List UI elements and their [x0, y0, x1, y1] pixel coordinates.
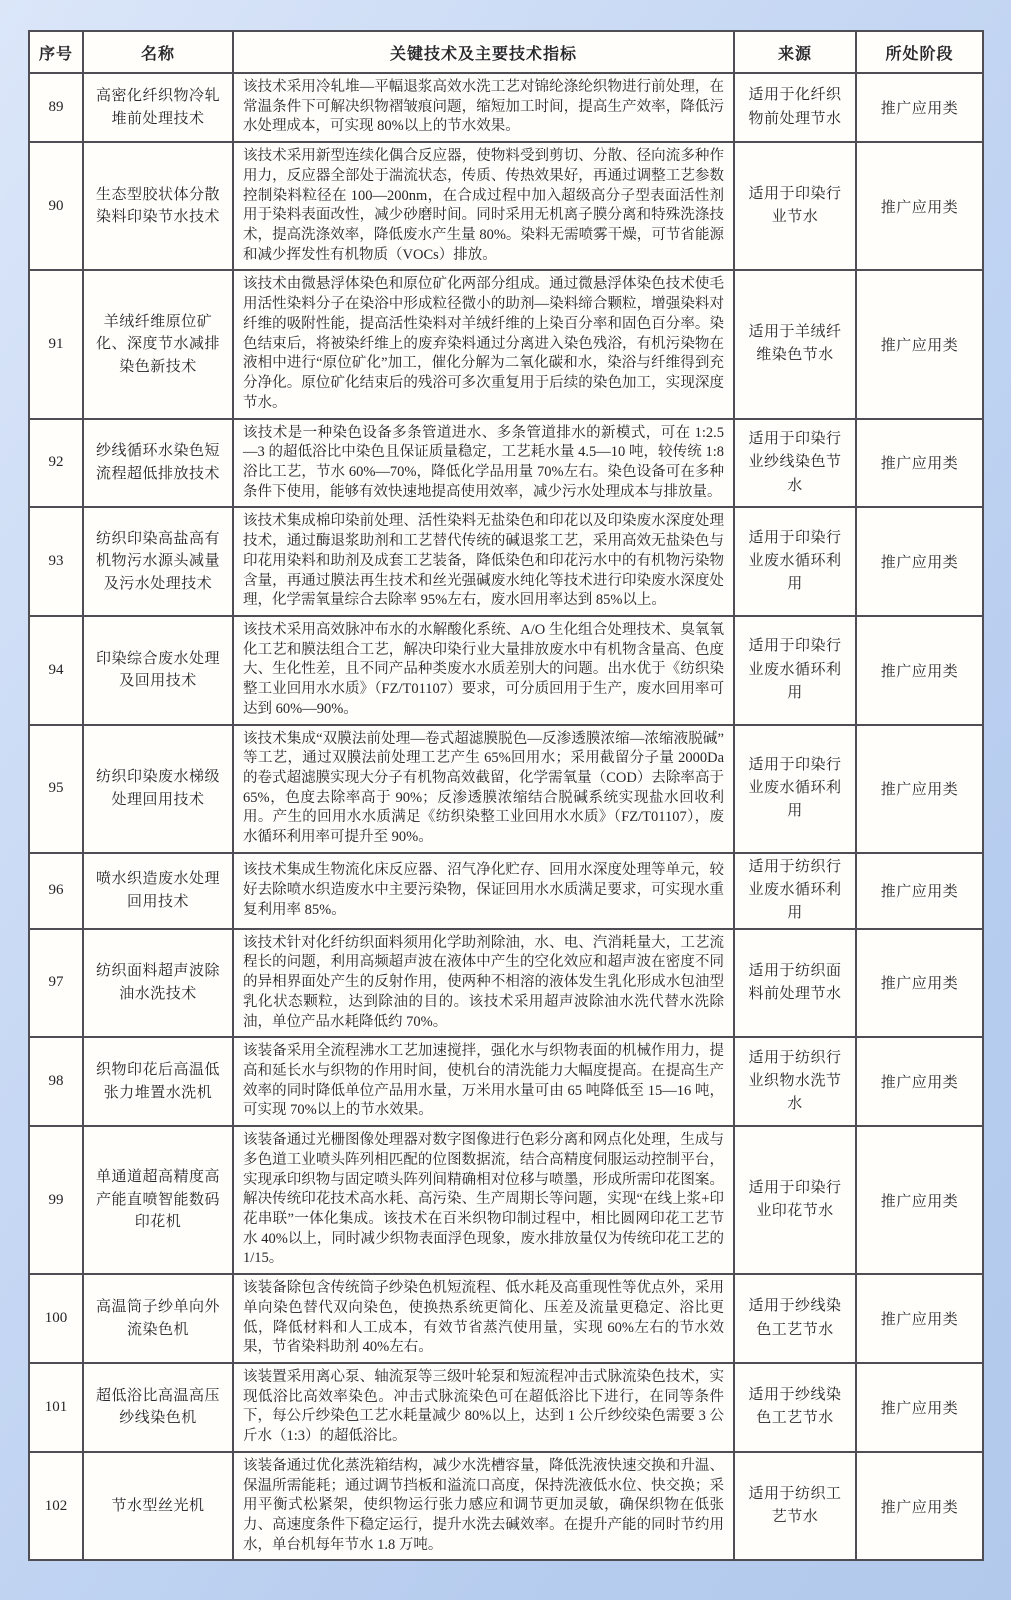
tech-catalog-table — [28, 30, 984, 1561]
row-stage: 推广应用类 — [856, 725, 983, 853]
row-stage: 推广应用类 — [856, 73, 983, 142]
row-source: 适用于纺织行业织物水洗节水 — [734, 1037, 856, 1126]
row-source: 适用于纱线染色工艺节水 — [734, 1363, 856, 1452]
row-tech-name: 高温筒子纱单向外流染色机 — [83, 1274, 233, 1363]
row-source: 适用于印染行业废水循环利用 — [734, 725, 856, 853]
row-tech-name: 喷水织造废水处理回用技术 — [83, 853, 233, 929]
row-tech-name: 纱线循环水染色短流程超低排放技术 — [83, 419, 233, 508]
row-serial-number: 91 — [29, 270, 83, 418]
row-tech-name: 纺织印染废水梯级处理回用技术 — [83, 725, 233, 853]
row-tech-description: 该装备除包含传统筒子纱染色机短流程、低水耗及高重现性等优点外，采用单向染色替代双向染色，使换热系统更简化、压差及流量更稳定、浴比更低，降低材料和人工成本，有效节省蒸汽使用量，实现 60%左右的节水效果，节省染料助剂 40%左右。 — [233, 1274, 734, 1363]
row-serial-number: 95 — [29, 725, 83, 853]
header-serial-number: 序号 — [29, 31, 83, 73]
row-stage: 推广应用类 — [856, 1274, 983, 1363]
row-serial-number: 90 — [29, 142, 83, 270]
header-source: 来源 — [734, 31, 856, 73]
row-tech-description: 该技术采用冷轧堆—平幅退浆高效水洗工艺对锦纶涤纶织物进行前处理，在常温条件下可解决织物褶皱痕问题，缩短加工时间，提高生产效率，降低污水处理成本，可实现 80%以上的节水效果。 — [233, 73, 734, 142]
row-stage: 推广应用类 — [856, 616, 983, 725]
table-row — [29, 616, 983, 725]
table-row — [29, 1363, 983, 1452]
row-stage: 推广应用类 — [856, 1037, 983, 1126]
table-row — [29, 929, 983, 1038]
row-source: 适用于纺织面料前处理节水 — [734, 929, 856, 1038]
row-serial-number: 98 — [29, 1037, 83, 1126]
row-serial-number: 94 — [29, 616, 83, 725]
row-tech-description: 该技术采用新型连续化偶合反应器，使物料受到剪切、分散、径向流多种作用力，反应器全部处于湍流状态，传质、传热效果好，再通过调整工艺参数控制染料粒径在 100—200nm，在合成过程中加入超级高分子型表面活性剂用于染料表面改性，减少砂磨时间。同时采用无机离子膜分离和特殊洗涤技术，提高洗涤效率，降低废水产生量 80%。染料无需喷雾干燥，可节省能源和减少挥发性有机物质（VOCs）排放。 — [233, 142, 734, 270]
row-stage: 推广应用类 — [856, 929, 983, 1038]
row-tech-description: 该装备通过光栅图像处理器对数字图像进行色彩分离和网点化处理，生成与多色道工业喷头阵列相匹配的位图数据流，结合高精度伺服运动控制平台，实现承印织物与固定喷头阵列间精确相对位移与喷墨，形成所需印花图案。解决传统印花技术高水耗、高污染、生产周期长等问题，实现“在线上浆+印花串联”一体化集成。该技术在百米织物印制过程中，相比圆网印花工艺节水 40%以上，同时减少织物表面浮色现象，废水排放量仅为传统印花工艺的 1/15。 — [233, 1126, 734, 1274]
table-row — [29, 270, 983, 418]
row-tech-description: 该技术由微悬浮体染色和原位矿化两部分组成。通过微悬浮体染色技术使毛用活性染料分子在染浴中形成粒径微小的助剂—染料缔合颗粒，增强染料对纤维的吸附性能，提高活性染料对羊绒纤维的上染百分率和固色百分率。染色结束后，将被染纤维上的废弃染料通过分离进入染色残浴，有机污染物在液相中进行“原位矿化”加工，催化分解为二氧化碳和水，染浴与纤维得到充分净化。原位矿化结束后的残浴可多次重复用于后续的染色加工，实现深度节水。 — [233, 270, 734, 418]
row-tech-name: 织物印花后高温低张力堆置水洗机 — [83, 1037, 233, 1126]
row-source: 适用于化纤织物前处理节水 — [734, 73, 856, 142]
table-row — [29, 419, 983, 508]
table-row — [29, 853, 983, 929]
row-stage: 推广应用类 — [856, 1126, 983, 1274]
row-tech-name: 节水型丝光机 — [83, 1452, 233, 1561]
table-row — [29, 1037, 983, 1126]
row-source: 适用于印染行业废水循环利用 — [734, 616, 856, 725]
header-stage: 所处阶段 — [856, 31, 983, 73]
scanned-table-page — [28, 30, 982, 1561]
row-serial-number: 102 — [29, 1452, 83, 1561]
row-tech-name: 生态型胶状体分散染料印染节水技术 — [83, 142, 233, 270]
row-tech-description: 该技术集成生物流化床反应器、沼气净化贮存、回用水深度处理等单元，较好去除喷水织造废水中主要污染物，保证回用水水质满足要求，可实现水重复利用率 85%。 — [233, 853, 734, 929]
table-row — [29, 725, 983, 853]
row-stage: 推广应用类 — [856, 1452, 983, 1561]
table-row — [29, 1452, 983, 1561]
row-stage: 推广应用类 — [856, 419, 983, 508]
row-tech-name: 印染综合废水处理及回用技术 — [83, 616, 233, 725]
row-tech-description: 该装备通过优化蒸洗箱结构，减少水洗槽容量，降低洗液快速交换和升温、保温所需能耗；通过调节挡板和溢流口高度，保持洗液低水位、快交换；采用平衡式松紧架，使织物运行张力感应和调节更加灵敏，确保织物在低张力、高速度条件下稳定运行，提升水洗去碱效率。在提升产能的同时节约用水，单台机每年节水 1.8 万吨。 — [233, 1452, 734, 1561]
header-key-tech-indicators: 关键技术及主要技术指标 — [233, 31, 734, 73]
row-tech-description: 该技术是一种染色设备多条管道进水、多条管道排水的新模式，可在 1:2.5—3 的超低浴比中染色且保证质量稳定，工艺耗水量 4.5—10 吨，较传统 1:8 浴比工艺，节水 60%—70%，降低化学品用量 70%左右。染色设备可在多种条件下使用，能够有效快速地提高使用效率，减少污水处理成本与排放量。 — [233, 419, 734, 508]
row-tech-description: 该技术针对化纤纺织面料须用化学助剂除油，水、电、汽消耗量大，工艺流程长的问题，利用高频超声波在液体中产生的空化效应和超声波在密度不同的异相界面处产生的反射作用，使两种不相溶的液体发生乳化形成水包油型乳化状态颗粒，达到除油的目的。该技术采用超声波除油水洗代替水洗除油，单位产品水耗降低约 70%。 — [233, 929, 734, 1038]
table-row — [29, 1274, 983, 1363]
row-serial-number: 93 — [29, 507, 83, 616]
row-stage: 推广应用类 — [856, 270, 983, 418]
row-serial-number: 100 — [29, 1274, 83, 1363]
table-row — [29, 142, 983, 270]
row-source: 适用于印染行业节水 — [734, 142, 856, 270]
row-serial-number: 97 — [29, 929, 83, 1038]
row-stage: 推广应用类 — [856, 853, 983, 929]
table-body — [29, 73, 983, 1560]
row-source: 适用于印染行业印花节水 — [734, 1126, 856, 1274]
row-stage: 推广应用类 — [856, 1363, 983, 1452]
row-source: 适用于纺织工艺节水 — [734, 1452, 856, 1561]
header-name: 名称 — [83, 31, 233, 73]
row-serial-number: 99 — [29, 1126, 83, 1274]
row-serial-number: 96 — [29, 853, 83, 929]
row-tech-description: 该技术采用高效脉冲布水的水解酸化系统、A/O 生化组合处理技术、臭氧氧化工艺和膜法组合工艺，解决印染行业大量排放废水中有机物含量高、色度大、生化性差，且不同产品种类废水水质差别大的问题。出水优于《纺织染整工业回用水水质》（FZ/T01107）要求，可分质回用于生产，废水回用率可达到 60%—90%。 — [233, 616, 734, 725]
row-serial-number: 89 — [29, 73, 83, 142]
table-header-row — [29, 31, 983, 73]
row-tech-name: 高密化纤织物冷轧堆前处理技术 — [83, 73, 233, 142]
row-stage: 推广应用类 — [856, 142, 983, 270]
row-tech-description: 该技术集成“双膜法前处理—卷式超滤膜脱色—反渗透膜浓缩—浓缩液脱碱”等工艺，通过双膜法前处理工艺产生 65%回用水；采用截留分子量 2000Da 的卷式超滤膜实现大分子有机物高效截留，化学需氧量（COD）去除率高于 65%，色度去除率高于 90%；反渗透膜浓缩结合脱碱系统实现盐水回收利用。产生的回用水水质满足《纺织染整工业回用水水质》（FZ/T01107），废水循环利用率可提升至 90%。 — [233, 725, 734, 853]
row-source: 适用于印染行业纱线染色节水 — [734, 419, 856, 508]
table-row — [29, 73, 983, 142]
row-tech-description: 该装备采用全流程沸水工艺加速搅拌，强化水与织物表面的机械作用力，提高和延长水与织物的作用时间，使机台的清洗能力大幅度提高。在提高生产效率的同时降低单位产品用水量，万米用水量可由 65 吨降低至 15—16 吨，可实现 70%以上的节水效果。 — [233, 1037, 734, 1126]
row-tech-name: 超低浴比高温高压纱线染色机 — [83, 1363, 233, 1452]
row-tech-name: 羊绒纤维原位矿化、深度节水减排染色新技术 — [83, 270, 233, 418]
row-tech-description: 该装置采用离心泵、轴流泵等三级叶轮泵和短流程冲击式脉流染色技术，实现低浴比高效率染色。冲击式脉流染色可在超低浴比下进行，在同等条件下，每公斤纱染色工艺水耗量减少 80%以上，达到 1 公斤纱绞染色需要 3 公斤水（1:3）的超低浴比。 — [233, 1363, 734, 1452]
row-serial-number: 101 — [29, 1363, 83, 1452]
row-tech-name: 单通道超高精度高产能直喷智能数码印花机 — [83, 1126, 233, 1274]
table-row — [29, 507, 983, 616]
row-source: 适用于羊绒纤维染色节水 — [734, 270, 856, 418]
row-tech-description: 该技术集成棉印染前处理、活性染料无盐染色和印花以及印染废水深度处理技术，通过酶退浆助剂和工艺替代传统的碱退浆工艺，采用高效无盐染色与印花用染料和助剂及成套工艺装备，降低染色和印花污水中的有机物污染物含量，再通过膜法再生技术和丝光强碱废水纯化等技术进行印染废水深度处理，化学需氧量综合去除率 95%左右，废水回用率达到 85%以上。 — [233, 507, 734, 616]
row-tech-name: 纺织印染高盐高有机物污水源头减量及污水处理技术 — [83, 507, 233, 616]
row-tech-name: 纺织面料超声波除油水洗技术 — [83, 929, 233, 1038]
row-stage: 推广应用类 — [856, 507, 983, 616]
row-source: 适用于纺织行业废水循环利用 — [734, 853, 856, 929]
row-serial-number: 92 — [29, 419, 83, 508]
row-source: 适用于纱线染色工艺节水 — [734, 1274, 856, 1363]
table-row — [29, 1126, 983, 1274]
row-source: 适用于印染行业废水循环利用 — [734, 507, 856, 616]
